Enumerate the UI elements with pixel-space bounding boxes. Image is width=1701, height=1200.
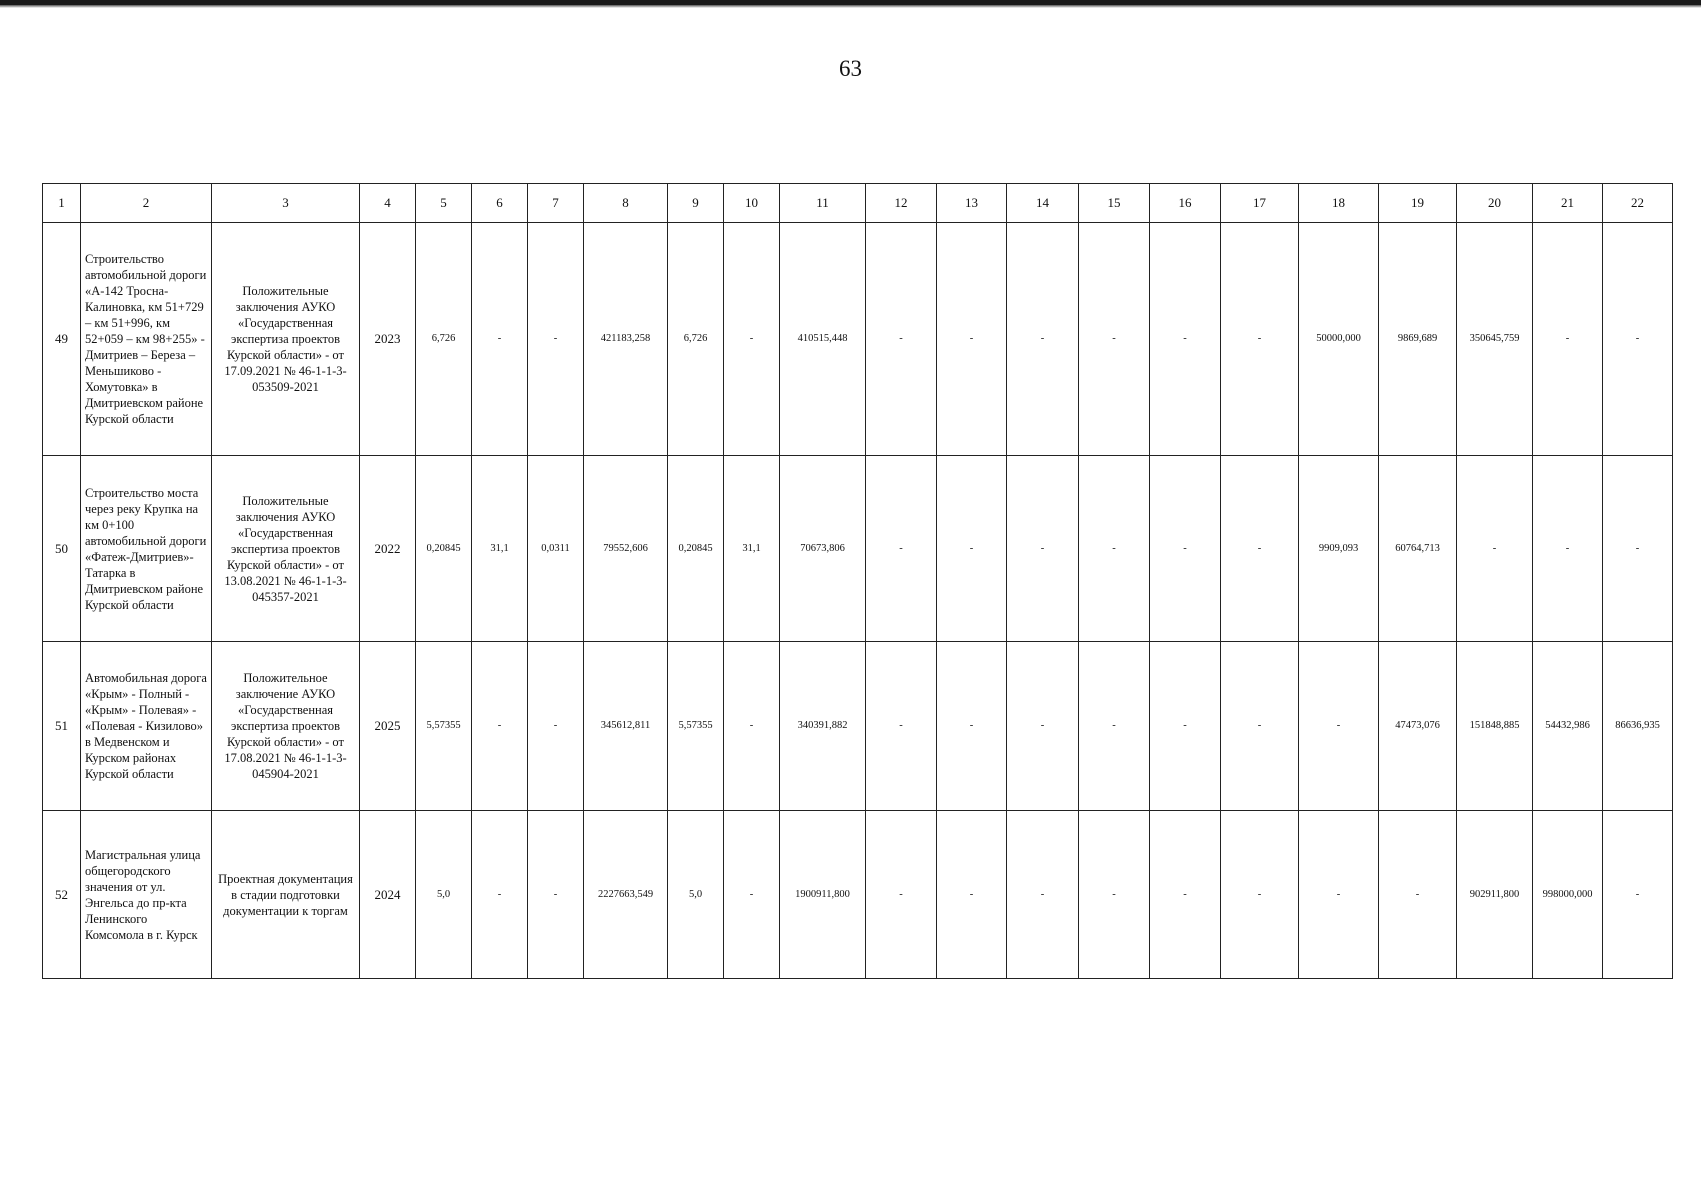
cell-col-20: 151848,885 xyxy=(1457,642,1533,811)
cell-col-13: - xyxy=(937,456,1007,642)
column-header-7: 7 xyxy=(528,184,584,223)
cell-col-11: 410515,448 xyxy=(780,223,866,456)
object-name-cell: Магистральная улица общегородского значения от ул. Энгельса до пр-кта Ленинского Комсомола в г. Курск xyxy=(81,811,212,979)
cell-col-19: 60764,713 xyxy=(1379,456,1457,642)
cell-col-15: - xyxy=(1079,223,1150,456)
cell-col-6: - xyxy=(472,811,528,979)
cell-col-14: - xyxy=(1007,811,1079,979)
cell-col-14: - xyxy=(1007,456,1079,642)
cell-col-21: - xyxy=(1533,456,1603,642)
table-row xyxy=(43,811,1673,979)
column-header-22: 22 xyxy=(1603,184,1673,223)
cell-col-18: - xyxy=(1299,642,1379,811)
column-header-21: 21 xyxy=(1533,184,1603,223)
cell-col-5: 6,726 xyxy=(416,223,472,456)
cell-col-14: - xyxy=(1007,223,1079,456)
column-header-1: 1 xyxy=(43,184,81,223)
column-header-8: 8 xyxy=(584,184,668,223)
data-table xyxy=(42,183,1673,979)
cell-col-6: - xyxy=(472,642,528,811)
row-number-cell: 49 xyxy=(43,223,81,456)
cell-col-18: 50000,000 xyxy=(1299,223,1379,456)
object-name-cell: Строительство моста через реку Крупка на км 0+100 автомобильной дороги «Фатеж-Дмитриев»-Татарка в Дмитриевском районе Курской области xyxy=(81,456,212,642)
cell-col-20: 350645,759 xyxy=(1457,223,1533,456)
cell-col-16: - xyxy=(1150,642,1221,811)
cell-col-19: 9869,689 xyxy=(1379,223,1457,456)
cell-col-17: - xyxy=(1221,811,1299,979)
cell-col-17: - xyxy=(1221,223,1299,456)
cell-col-19: 47473,076 xyxy=(1379,642,1457,811)
cell-col-6: 31,1 xyxy=(472,456,528,642)
year-cell: 2024 xyxy=(360,811,416,979)
cell-col-22: - xyxy=(1603,811,1673,979)
row-number-cell: 52 xyxy=(43,811,81,979)
cell-col-7: - xyxy=(528,642,584,811)
cell-col-19: - xyxy=(1379,811,1457,979)
column-header-20: 20 xyxy=(1457,184,1533,223)
cell-col-16: - xyxy=(1150,223,1221,456)
row-number-cell: 50 xyxy=(43,456,81,642)
column-header-4: 4 xyxy=(360,184,416,223)
column-header-12: 12 xyxy=(866,184,937,223)
column-header-17: 17 xyxy=(1221,184,1299,223)
cell-col-17: - xyxy=(1221,456,1299,642)
cell-col-11: 1900911,800 xyxy=(780,811,866,979)
cell-col-10: - xyxy=(724,223,780,456)
cell-col-8: 345612,811 xyxy=(584,642,668,811)
cell-col-5: 5,57355 xyxy=(416,642,472,811)
object-name-cell: Строительство автомобильной дороги «А-142 Тросна-Калиновка, км 51+729 – км 51+996, км 52+059 – км 98+255» - Дмитриев – Береза – Меньшиково - Хомутовка» в Дмитриевском районе Курской области xyxy=(81,223,212,456)
cell-col-10: 31,1 xyxy=(724,456,780,642)
column-header-3: 3 xyxy=(212,184,360,223)
cell-col-20: 902911,800 xyxy=(1457,811,1533,979)
cell-col-10: - xyxy=(724,642,780,811)
row-number-cell: 51 xyxy=(43,642,81,811)
cell-col-22: - xyxy=(1603,456,1673,642)
cell-col-21: - xyxy=(1533,223,1603,456)
year-cell: 2025 xyxy=(360,642,416,811)
column-header-15: 15 xyxy=(1079,184,1150,223)
cell-col-12: - xyxy=(866,642,937,811)
table-header-row xyxy=(43,184,1673,223)
page-number: 63 xyxy=(839,56,862,81)
cell-col-16: - xyxy=(1150,811,1221,979)
table-row xyxy=(43,456,1673,642)
column-header-6: 6 xyxy=(472,184,528,223)
documentation-cell: Положительное заключение АУКО «Государственная экспертиза проектов Курской области» - от 17.08.2021 № 46-1-1-3-045904-2021 xyxy=(212,642,360,811)
cell-col-11: 70673,806 xyxy=(780,456,866,642)
cell-col-7: - xyxy=(528,811,584,979)
cell-col-7: - xyxy=(528,223,584,456)
cell-col-9: 5,0 xyxy=(668,811,724,979)
cell-col-16: - xyxy=(1150,456,1221,642)
cell-col-6: - xyxy=(472,223,528,456)
column-header-10: 10 xyxy=(724,184,780,223)
documentation-cell: Положительные заключения АУКО «Государственная экспертиза проектов Курской области» - от 13.08.2021 № 46-1-1-3-045357-2021 xyxy=(212,456,360,642)
cell-col-13: - xyxy=(937,223,1007,456)
cell-col-17: - xyxy=(1221,642,1299,811)
column-header-16: 16 xyxy=(1150,184,1221,223)
cell-col-12: - xyxy=(866,223,937,456)
cell-col-21: 54432,986 xyxy=(1533,642,1603,811)
cell-col-18: - xyxy=(1299,811,1379,979)
cell-col-12: - xyxy=(866,456,937,642)
year-cell: 2022 xyxy=(360,456,416,642)
column-header-2: 2 xyxy=(81,184,212,223)
cell-col-9: 5,57355 xyxy=(668,642,724,811)
cell-col-18: 9909,093 xyxy=(1299,456,1379,642)
cell-col-13: - xyxy=(937,642,1007,811)
cell-col-21: 998000,000 xyxy=(1533,811,1603,979)
cell-col-15: - xyxy=(1079,642,1150,811)
cell-col-22: 86636,935 xyxy=(1603,642,1673,811)
cell-col-11: 340391,882 xyxy=(780,642,866,811)
cell-col-9: 6,726 xyxy=(668,223,724,456)
object-name-cell: Автомобильная дорога «Крым» - Полный - «Крым» - Полевая» - «Полевая - Кизилово» в Медвенском и Курском районах Курской области xyxy=(81,642,212,811)
column-header-18: 18 xyxy=(1299,184,1379,223)
cell-col-5: 0,20845 xyxy=(416,456,472,642)
cell-col-8: 2227663,549 xyxy=(584,811,668,979)
documentation-cell: Положительные заключения АУКО «Государственная экспертиза проектов Курской области» - от 17.09.2021 № 46-1-1-3-053509-2021 xyxy=(212,223,360,456)
cell-col-9: 0,20845 xyxy=(668,456,724,642)
year-cell: 2023 xyxy=(360,223,416,456)
cell-col-22: - xyxy=(1603,223,1673,456)
table-body xyxy=(43,184,1673,979)
documentation-cell: Проектная документация в стадии подготовки документации к торгам xyxy=(212,811,360,979)
cell-col-14: - xyxy=(1007,642,1079,811)
column-header-13: 13 xyxy=(937,184,1007,223)
cell-col-12: - xyxy=(866,811,937,979)
cell-col-8: 421183,258 xyxy=(584,223,668,456)
cell-col-8: 79552,606 xyxy=(584,456,668,642)
column-header-9: 9 xyxy=(668,184,724,223)
table-row xyxy=(43,223,1673,456)
cell-col-15: - xyxy=(1079,811,1150,979)
cell-col-10: - xyxy=(724,811,780,979)
cell-col-7: 0,0311 xyxy=(528,456,584,642)
column-header-14: 14 xyxy=(1007,184,1079,223)
column-header-19: 19 xyxy=(1379,184,1457,223)
table-row xyxy=(43,642,1673,811)
column-header-5: 5 xyxy=(416,184,472,223)
cell-col-5: 5,0 xyxy=(416,811,472,979)
column-header-11: 11 xyxy=(780,184,866,223)
scan-top-edge-shadow xyxy=(0,5,1701,8)
cell-col-13: - xyxy=(937,811,1007,979)
cell-col-20: - xyxy=(1457,456,1533,642)
cell-col-15: - xyxy=(1079,456,1150,642)
